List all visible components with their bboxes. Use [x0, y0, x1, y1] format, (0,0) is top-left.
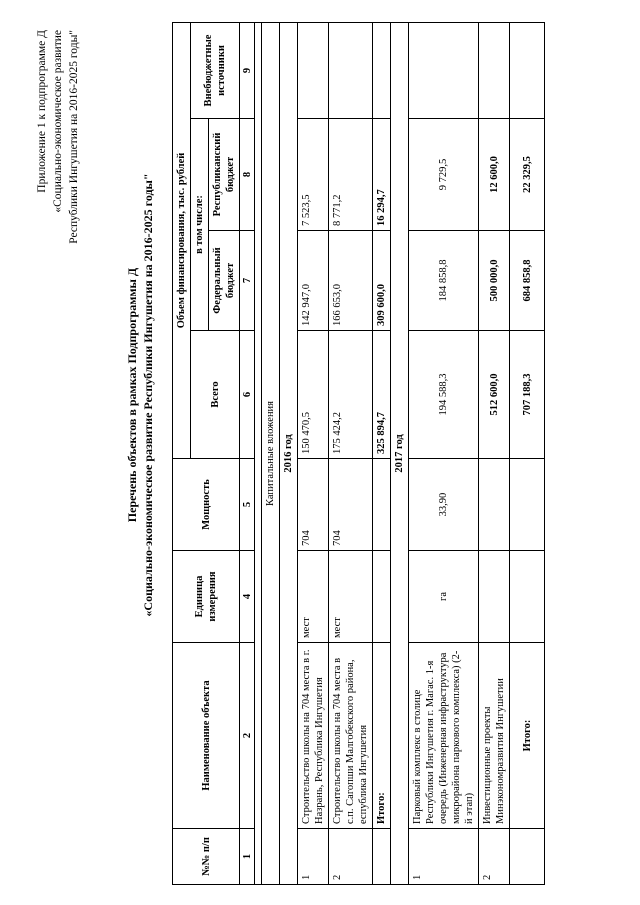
row-name: Инвестиционные проекты Минэкономразвития Ингушетии	[479, 643, 510, 829]
colnum-9: 9	[240, 22, 255, 118]
total-extra	[373, 22, 391, 118]
document-title	[124, 85, 156, 705]
total-total: 325 894,7	[373, 331, 391, 459]
header-republic: Республиканский бюджет	[209, 119, 240, 231]
table-row	[479, 22, 510, 884]
row-total: 150 470,5	[298, 331, 329, 459]
header-funding: Объем финансирования, тыс. рублей	[173, 22, 191, 458]
colnum-1: 1	[240, 829, 255, 885]
row-total: 512 600,0	[479, 331, 510, 459]
row-num: 2	[329, 829, 373, 885]
header-unit: Единица измерения	[173, 551, 240, 643]
appendix-line-3: Республики Ингушетия на 2016-2025 годы"	[68, 30, 80, 244]
row-num: 1	[298, 829, 329, 885]
row-extra	[329, 22, 373, 118]
header-total: Всего	[191, 331, 240, 459]
row-republic: 9 729,5	[409, 119, 479, 231]
total-num	[510, 829, 545, 885]
colnum-8: 8	[240, 119, 255, 231]
spacer-row	[255, 22, 262, 884]
header-capacity: Мощность	[173, 459, 240, 551]
row-extra	[479, 22, 510, 118]
colnum-4: 4	[240, 551, 255, 643]
total-extra	[510, 22, 545, 118]
total-label: Итого:	[510, 643, 545, 829]
row-unit: мест	[329, 551, 373, 643]
year-2016-heading: 2016 год	[280, 22, 298, 884]
table-row	[298, 22, 329, 884]
row-capacity: 33,90	[409, 459, 479, 551]
header-incl: в том числе:	[191, 119, 209, 331]
total-total: 707 188,3	[510, 331, 545, 459]
row-capacity: 704	[298, 459, 329, 551]
row-num: 1	[409, 829, 479, 885]
row-republic: 8 771,2	[329, 119, 373, 231]
year-2017-heading: 2017 год	[391, 22, 409, 884]
table-row	[329, 22, 373, 884]
row-unit: га	[409, 551, 479, 643]
appendix-note	[34, 30, 82, 430]
appendix-line-2: «Социально-экономическое развитие	[52, 30, 64, 213]
row-extra	[409, 22, 479, 118]
header-name: Наименование объекта	[173, 643, 240, 829]
row-extra	[298, 22, 329, 118]
table-row	[409, 22, 479, 884]
section-capital-investments: Капитальные вложения	[262, 22, 280, 884]
row-capacity	[479, 459, 510, 551]
row-federal: 142 947,0	[298, 231, 329, 331]
row-num: 2	[479, 829, 510, 885]
row-federal: 166 653,0	[329, 231, 373, 331]
row-name: Строительство школы на 704 места в с.п. Сагопши Малгобекского района, еспублика Ингушетия	[329, 643, 373, 829]
row-total: 175 424,2	[329, 331, 373, 459]
header-federal: Федеральный бюджет	[209, 231, 240, 331]
total-capacity	[373, 459, 391, 551]
total-republic: 16 294,7	[373, 119, 391, 231]
row-total: 194 588,3	[409, 331, 479, 459]
row-federal: 500 000,0	[479, 231, 510, 331]
row-unit	[479, 551, 510, 643]
colnum-7: 7	[240, 231, 255, 331]
row-republic: 7 523,5	[298, 119, 329, 231]
total-capacity	[510, 459, 545, 551]
total-row-2017	[510, 22, 545, 884]
total-unit	[510, 551, 545, 643]
title-line-2: «Социально-экономическое развитие Республики Ингушетия на 2016-2025 годы"	[141, 173, 155, 617]
total-republic: 22 329,5	[510, 119, 545, 231]
header-num: №№ п/п	[173, 829, 240, 885]
row-unit: мест	[298, 551, 329, 643]
row-federal: 184 858,8	[409, 231, 479, 331]
total-federal: 684 858,8	[510, 231, 545, 331]
row-republic: 12 600,0	[479, 119, 510, 231]
colnum-6: 6	[240, 331, 255, 459]
row-capacity: 704	[329, 459, 373, 551]
row-name: Строительство школы на 704 места в г. Назрань, Республика Ингушетия	[298, 643, 329, 829]
colnum-5: 5	[240, 459, 255, 551]
colnum-2: 2	[240, 643, 255, 829]
total-unit	[373, 551, 391, 643]
appendix-line-1: Приложение 1 к подпрограмме Д	[36, 30, 48, 193]
total-row-2016	[373, 22, 391, 884]
total-label: Итого:	[373, 643, 391, 829]
header-extra: Внебюджетные источники	[191, 22, 240, 118]
total-federal: 309 600,0	[373, 231, 391, 331]
title-line-1: Перечень объектов в рамках Подпрограммы Д	[125, 267, 139, 523]
row-name: Парковый комплекс в столице Республики Ингушетия г. Магас. 1-я очередь (Инженерная инфраструктура микрорайона паркового комплекса) (2-й этап)	[409, 643, 479, 829]
objects-table	[172, 22, 545, 885]
total-num	[373, 829, 391, 885]
